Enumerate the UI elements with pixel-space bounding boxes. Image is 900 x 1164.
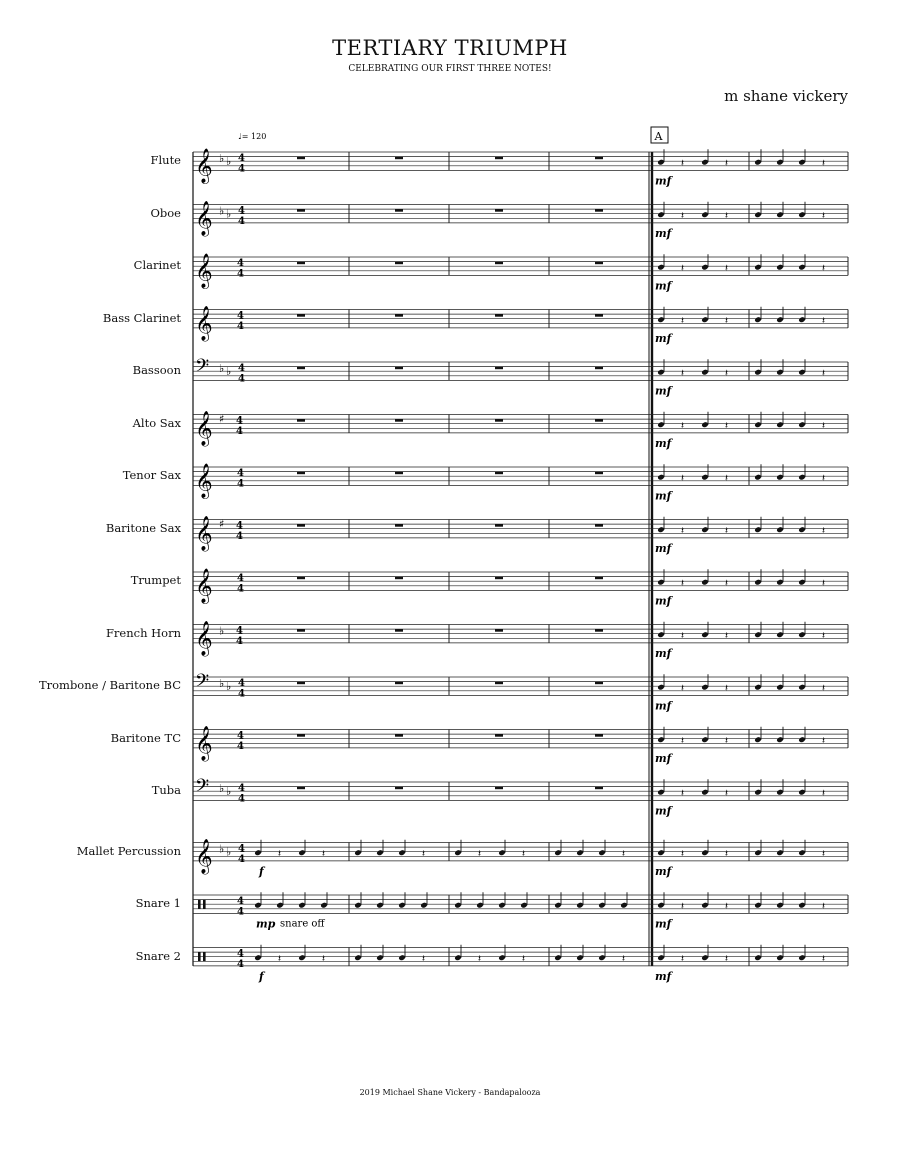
- whole-rest: [595, 157, 603, 160]
- quarter-rest-icon: 𝄽: [322, 848, 326, 860]
- instrument-label: Baritone TC: [110, 730, 181, 745]
- flat-icon: ♭: [219, 677, 225, 690]
- quarter-rest-icon: 𝄽: [822, 525, 826, 537]
- quarter-rest-icon: 𝄽: [822, 578, 826, 590]
- whole-rest: [495, 629, 503, 632]
- whole-rest: [395, 314, 403, 317]
- flat-icon: ♭: [226, 155, 232, 168]
- quarter-rest-icon: 𝄽: [681, 735, 685, 747]
- quarter-rest-icon: 𝄽: [681, 315, 685, 327]
- dynamic-mf: mf: [655, 969, 672, 983]
- quarter-rest-icon: 𝄽: [681, 368, 685, 380]
- whole-rest: [297, 314, 305, 317]
- time-signature-bottom: 4: [237, 268, 244, 280]
- quarter-rest-icon: 𝄽: [725, 210, 729, 222]
- quarter-rest-icon: 𝄽: [681, 158, 685, 170]
- dynamic-mf: mf: [655, 804, 672, 818]
- dynamic-mf: mf: [655, 864, 672, 878]
- bass-clef-icon: 𝄢: [195, 356, 210, 381]
- time-signature-top: 4: [236, 415, 243, 427]
- treble-clef-icon: 𝄞: [195, 253, 213, 289]
- whole-rest: [495, 524, 503, 527]
- page-title: TERTIARY TRIUMPH: [332, 36, 568, 60]
- instrument-label: Snare 2: [135, 948, 181, 963]
- time-signature-bottom: 4: [238, 163, 245, 175]
- quarter-rest-icon: 𝄽: [422, 953, 426, 965]
- time-signature-bottom: 4: [237, 906, 244, 918]
- dynamic-mf: mf: [655, 436, 672, 450]
- time-signature-top: 4: [237, 948, 244, 960]
- time-signature-top: 4: [238, 205, 245, 217]
- whole-rest: [395, 524, 403, 527]
- instrument-label: Tuba: [151, 783, 181, 798]
- quarter-rest-icon: 𝄽: [725, 578, 729, 590]
- instrument-label: Trumpet: [130, 573, 181, 588]
- quarter-rest-icon: 𝄽: [681, 525, 685, 537]
- treble-clef-icon: 𝄞: [195, 838, 213, 874]
- whole-rest: [297, 209, 305, 212]
- dynamic-mf: mf: [655, 174, 672, 188]
- quarter-rest-icon: 𝄽: [681, 263, 685, 275]
- flat-icon: ♭: [219, 362, 225, 375]
- instrument-label: Flute: [150, 153, 181, 168]
- instrument-label: Oboe: [150, 205, 181, 220]
- percussion-clef-icon: [203, 900, 206, 909]
- quarter-rest-icon: 𝄽: [822, 315, 826, 327]
- quarter-rest-icon: 𝄽: [725, 473, 729, 485]
- time-signature-top: 4: [236, 625, 243, 637]
- quarter-rest-icon: 𝄽: [725, 315, 729, 327]
- bass-clef-icon: 𝄢: [195, 776, 210, 801]
- snare-off-instruction: snare off: [280, 918, 325, 930]
- composer-name: m shane vickery: [724, 87, 848, 105]
- quarter-rest-icon: 𝄽: [822, 735, 826, 747]
- quarter-rest-icon: 𝄽: [822, 210, 826, 222]
- instrument-label: Baritone Sax: [105, 520, 181, 535]
- treble-clef-icon: 𝄞: [195, 725, 213, 761]
- dynamic-mf: mf: [655, 226, 672, 240]
- whole-rest: [495, 314, 503, 317]
- whole-rest: [395, 367, 403, 370]
- flat-icon: ♭: [226, 785, 232, 798]
- instrument-label: Tenor Sax: [122, 468, 181, 483]
- time-signature-bottom: 4: [237, 478, 244, 490]
- quarter-rest-icon: 𝄽: [681, 630, 685, 642]
- whole-rest: [297, 524, 305, 527]
- quarter-rest-icon: 𝄽: [725, 735, 729, 747]
- quarter-rest-icon: 𝄽: [725, 953, 729, 965]
- quarter-rest-icon: 𝄽: [278, 848, 282, 860]
- dynamic-mf: mf: [655, 384, 672, 398]
- sharp-icon: ♯: [219, 517, 225, 531]
- whole-rest: [395, 419, 403, 422]
- flat-icon: ♭: [226, 207, 232, 221]
- time-signature-bottom: 4: [237, 740, 244, 752]
- rehearsal-mark-a: A: [654, 130, 663, 143]
- whole-rest: [395, 472, 403, 475]
- quarter-rest-icon: 𝄽: [725, 848, 729, 860]
- instrument-label: Alto Sax: [132, 415, 181, 430]
- whole-rest: [297, 472, 305, 475]
- whole-rest: [495, 577, 503, 580]
- whole-rest: [595, 419, 603, 422]
- quarter-rest-icon: 𝄽: [622, 848, 626, 860]
- treble-clef-icon: 𝄞: [195, 515, 213, 551]
- instrument-label: Bass Clarinet: [102, 310, 181, 325]
- whole-rest: [395, 577, 403, 580]
- whole-rest: [495, 734, 503, 737]
- whole-rest: [495, 367, 503, 370]
- instrument-label: Clarinet: [133, 258, 181, 273]
- whole-rest: [297, 577, 305, 580]
- treble-clef-icon: 𝄞: [195, 620, 213, 656]
- whole-rest: [495, 472, 503, 475]
- whole-rest: [595, 629, 603, 632]
- time-signature-bottom: 4: [236, 635, 243, 647]
- percussion-clef-icon: [198, 900, 201, 909]
- quarter-rest-icon: 𝄽: [822, 953, 826, 965]
- whole-rest: [297, 787, 305, 790]
- treble-clef-icon: 𝄞: [195, 463, 213, 499]
- quarter-rest-icon: 𝄽: [422, 848, 426, 860]
- whole-rest: [495, 419, 503, 422]
- quarter-rest-icon: 𝄽: [822, 420, 826, 432]
- quarter-rest-icon: 𝄽: [822, 901, 826, 913]
- flat-icon: ♭: [219, 842, 225, 856]
- time-signature-top: 4: [238, 843, 245, 855]
- instrument-label: Snare 1: [135, 896, 181, 911]
- time-signature-bottom: 4: [238, 688, 245, 700]
- treble-clef-icon: 𝄞: [195, 305, 213, 341]
- whole-rest: [595, 734, 603, 737]
- whole-rest: [297, 419, 305, 422]
- quarter-rest-icon: 𝄽: [822, 630, 826, 642]
- dynamic-mf: mf: [655, 331, 672, 345]
- treble-clef-icon: 𝄞: [195, 410, 213, 446]
- quarter-rest-icon: 𝄽: [822, 788, 826, 800]
- instrument-label: Mallet Percussion: [76, 843, 181, 858]
- time-signature-bottom: 4: [236, 425, 243, 437]
- whole-rest: [595, 682, 603, 685]
- time-signature-top: 4: [237, 573, 244, 584]
- time-signature-bottom: 4: [238, 853, 245, 865]
- quarter-rest-icon: 𝄽: [322, 953, 326, 965]
- whole-rest: [595, 209, 603, 212]
- whole-rest: [395, 209, 403, 212]
- dynamic-mf: mf: [655, 917, 672, 931]
- instrument-label: Bassoon: [132, 363, 181, 378]
- time-signature-bottom: 4: [238, 793, 245, 805]
- dynamic-f: f: [259, 864, 264, 878]
- whole-rest: [495, 787, 503, 790]
- quarter-rest-icon: 𝄽: [681, 953, 685, 965]
- quarter-rest-icon: 𝄽: [725, 263, 729, 275]
- whole-rest: [595, 524, 603, 527]
- quarter-rest-icon: 𝄽: [725, 630, 729, 642]
- quarter-rest-icon: 𝄽: [822, 263, 826, 275]
- percussion-clef-icon: [203, 952, 206, 961]
- quarter-rest-icon: 𝄽: [725, 788, 729, 800]
- quarter-rest-icon: 𝄽: [725, 420, 729, 432]
- flat-icon: ♭: [226, 845, 232, 859]
- time-signature-top: 4: [237, 258, 244, 269]
- time-signature-top: 4: [237, 310, 244, 322]
- quarter-rest-icon: 𝄽: [725, 158, 729, 170]
- quarter-rest-icon: 𝄽: [681, 848, 685, 860]
- quarter-rest-icon: 𝄽: [725, 368, 729, 380]
- treble-clef-icon: 𝄞: [195, 568, 213, 604]
- percussion-clef-icon: [198, 952, 201, 961]
- flat-icon: ♭: [219, 624, 225, 638]
- flat-icon: ♭: [219, 152, 225, 165]
- time-signature-top: 4: [238, 678, 245, 689]
- whole-rest: [495, 262, 503, 265]
- quarter-rest-icon: 𝄽: [681, 578, 685, 590]
- time-signature-bottom: 4: [236, 530, 243, 542]
- treble-clef-icon: 𝄞: [195, 148, 213, 184]
- whole-rest: [395, 157, 403, 160]
- instrument-label: Trombone / Baritone BC: [38, 678, 181, 693]
- flat-icon: ♭: [226, 365, 232, 378]
- quarter-rest-icon: 𝄽: [725, 683, 729, 695]
- quarter-rest-icon: 𝄽: [822, 158, 826, 170]
- time-signature-top: 4: [238, 783, 245, 794]
- flat-icon: ♭: [219, 782, 225, 795]
- instrument-label: French Horn: [105, 625, 181, 640]
- quarter-rest-icon: 𝄽: [681, 901, 685, 913]
- dynamic-mf: mf: [655, 541, 672, 555]
- dynamic-mp: mp: [256, 917, 276, 931]
- time-signature-bottom: 4: [237, 958, 244, 970]
- page-subtitle: CELEBRATING OUR FIRST THREE NOTES!: [348, 64, 552, 74]
- whole-rest: [297, 367, 305, 370]
- whole-rest: [297, 157, 305, 160]
- quarter-rest-icon: 𝄽: [522, 953, 526, 965]
- quarter-rest-icon: 𝄽: [478, 953, 482, 965]
- whole-rest: [595, 367, 603, 370]
- quarter-rest-icon: 𝄽: [681, 683, 685, 695]
- time-signature-top: 4: [237, 896, 244, 907]
- flat-icon: ♭: [219, 204, 225, 218]
- quarter-rest-icon: 𝄽: [681, 420, 685, 432]
- quarter-rest-icon: 𝄽: [681, 210, 685, 222]
- time-signature-bottom: 4: [237, 320, 244, 332]
- whole-rest: [395, 262, 403, 265]
- whole-rest: [595, 472, 603, 475]
- sharp-icon: ♯: [219, 412, 225, 426]
- tempo-mark: ♩= 120: [238, 132, 267, 141]
- time-signature-top: 4: [238, 153, 245, 164]
- dynamic-mf: mf: [655, 489, 672, 503]
- dynamic-f: f: [259, 969, 264, 983]
- quarter-rest-icon: 𝄽: [725, 525, 729, 537]
- whole-rest: [595, 262, 603, 265]
- whole-rest: [395, 734, 403, 737]
- quarter-rest-icon: 𝄽: [822, 368, 826, 380]
- bass-clef-icon: 𝄢: [195, 671, 210, 696]
- whole-rest: [495, 209, 503, 212]
- time-signature-bottom: 4: [238, 215, 245, 227]
- time-signature-bottom: 4: [237, 583, 244, 595]
- quarter-rest-icon: 𝄽: [478, 848, 482, 860]
- quarter-rest-icon: 𝄽: [681, 788, 685, 800]
- dynamic-mf: mf: [655, 594, 672, 608]
- whole-rest: [595, 787, 603, 790]
- quarter-rest-icon: 𝄽: [622, 953, 626, 965]
- time-signature-top: 4: [237, 730, 244, 742]
- time-signature-top: 4: [238, 363, 245, 374]
- quarter-rest-icon: 𝄽: [725, 901, 729, 913]
- whole-rest: [395, 787, 403, 790]
- quarter-rest-icon: 𝄽: [522, 848, 526, 860]
- time-signature-top: 4: [236, 520, 243, 532]
- quarter-rest-icon: 𝄽: [278, 953, 282, 965]
- whole-rest: [495, 682, 503, 685]
- whole-rest: [395, 629, 403, 632]
- whole-rest: [495, 157, 503, 160]
- copyright-footer: 2019 Michael Shane Vickery - Bandapalooza: [359, 1088, 541, 1097]
- whole-rest: [595, 314, 603, 317]
- dynamic-mf: mf: [655, 279, 672, 293]
- quarter-rest-icon: 𝄽: [681, 473, 685, 485]
- dynamic-mf: mf: [655, 699, 672, 713]
- whole-rest: [297, 629, 305, 632]
- quarter-rest-icon: 𝄽: [822, 473, 826, 485]
- whole-rest: [297, 262, 305, 265]
- whole-rest: [595, 577, 603, 580]
- dynamic-mf: mf: [655, 646, 672, 660]
- treble-clef-icon: 𝄞: [195, 200, 213, 236]
- quarter-rest-icon: 𝄽: [822, 848, 826, 860]
- whole-rest: [297, 734, 305, 737]
- time-signature-top: 4: [237, 468, 244, 479]
- whole-rest: [395, 682, 403, 685]
- dynamic-mf: mf: [655, 751, 672, 765]
- time-signature-bottom: 4: [238, 373, 245, 385]
- quarter-rest-icon: 𝄽: [822, 683, 826, 695]
- whole-rest: [297, 682, 305, 685]
- flat-icon: ♭: [226, 680, 232, 693]
